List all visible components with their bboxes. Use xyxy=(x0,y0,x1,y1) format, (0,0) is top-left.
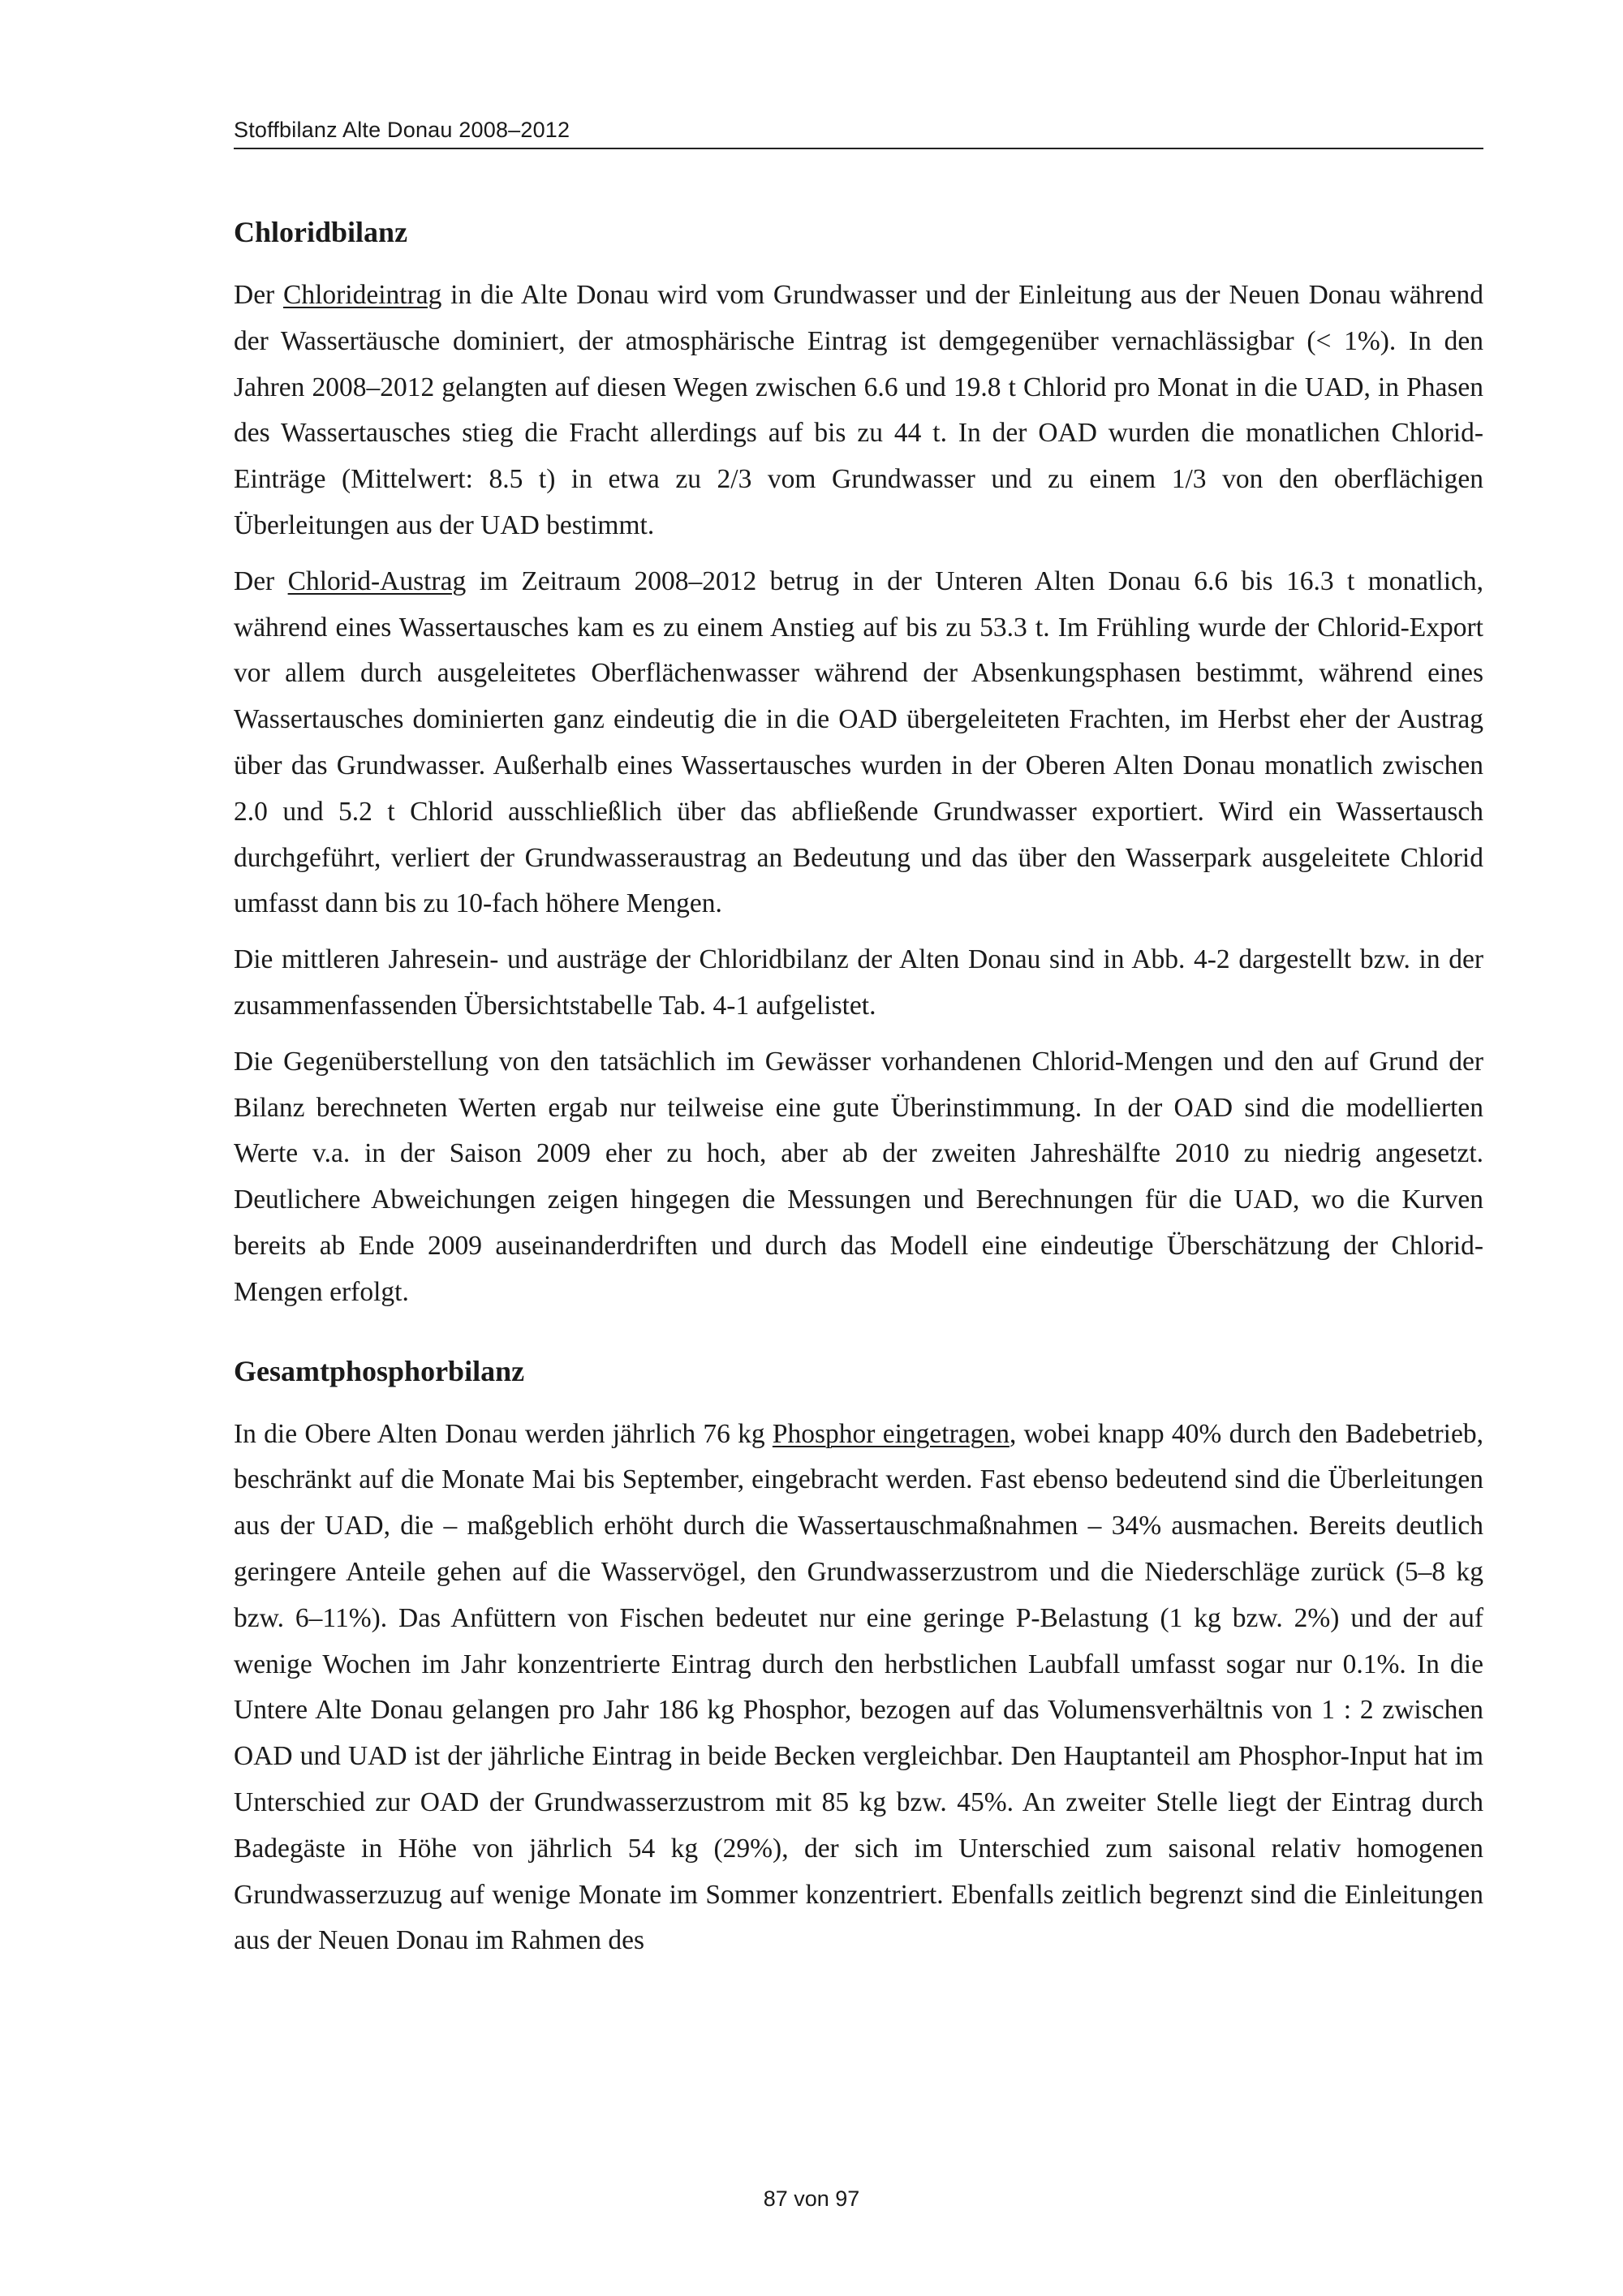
paragraph-chlorid-eintrag xyxy=(234,273,1483,549)
link-chlorid-austrag[interactable]: Chlorid-Austrag xyxy=(287,565,467,596)
header-title: Stoffbilanz Alte Donau 2008–2012 xyxy=(234,118,570,142)
text-span: Der xyxy=(234,280,283,310)
page-number: 87 von 97 xyxy=(763,2186,860,2211)
link-chlorideintrag[interactable]: Chlorideintrag xyxy=(283,280,442,310)
text-span: Der xyxy=(234,565,288,596)
heading-gesamtphosphorbilanz: Gesamtphosphorbilanz xyxy=(234,1354,525,1387)
text-span: in die Alte Donau wird vom Grundwasser und der Einleitung aus der Neuen Donau während der Wassertäusche dominiert, der atmosphärische Eintrag ist demgegenüber vernachlässigbar (< 1%). In den Jahren 2008–2012 gelangten auf diesen Wegen zwischen 6.6 und 19.8 t Chlorid pro Monat in die UAD, in Phasen des Wassertausches stieg die Fracht allerdings auf bis zu 44 t. In der OAD wurden die monatlichen Chlorid-Einträge (Mittelwert: 8.5 t) in etwa zu 2/3 vom Grundwasser und zu einem 1/3 von den oberflächigen Überleitungen aus der UAD bestimmt. xyxy=(234,280,1483,540)
link-phosphor-eingetragen[interactable]: Phosphor eingetragen xyxy=(772,1418,1010,1449)
paragraph-chlorid-jahresbilanz: Die mittleren Jahresein- und austräge der Chloridbilanz der Alten Donau sind in Abb. 4-2 dargestellt bzw. in der zusammenfassenden Übersichtstabelle Tab. 4-1 aufgelistet. xyxy=(234,944,1483,1021)
paragraph-chlorid-vergleich: Die Gegenüberstellung von den tatsächlich im Gewässer vorhandenen Chlorid-Mengen und den auf Grund der Bilanz berechneten Werten ergab nur teilweise eine gute Überinstimmung. In der OAD sind die modellierten Werte v.a. in der Saison 2009 eher zu hoch, aber ab der zweiten Jahreshälfte 2010 zu niedrig angesetzt. Deutlichere Abweichungen zeigen hingegen die Messungen und Berechnungen für die UAD, wo die Kurven bereits ab Ende 2009 auseinanderdriften und durch das Modell eine eindeutige Überschätzung der Chlorid-Mengen erfolgt. xyxy=(234,1046,1483,1307)
text-span: , wobei knapp 40% durch den Badebetrieb, beschränkt auf die Monate Mai bis September, eingebracht werden. Fast ebenso bedeutend sind die Überleitungen aus der UAD, die – maßgeblich erhöht durch die Wassertauschmaßnahmen – 34% ausmachen. Bereits deutlich geringere Anteile gehen auf die Wasservögel, den Grundwasserzustrom und die Niederschläge zurück (5–8 kg bzw. 6–11%). Das Anfüttern von Fischen bedeutet nur eine geringe P-Belastung (1 kg bzw. 2%) und der auf wenige Wochen im Jahr konzentrierte Eintrag durch den herbstlichen Laubfall umfasst sogar nur 0.1%. In die Untere Alte Donau gelangen pro Jahr 186 kg Phosphor, bezogen auf das Volumensverhältnis von 1 : 2 zwischen OAD und UAD ist der jährliche Eintrag in beide Becken vergleichbar. Den Hauptanteil am Phosphor-Input hat im Unterschied zur OAD der Grundwasserzustrom mit 85 kg bzw. 45%. An zweiter Stelle liegt der Eintrag durch Badegäste in Höhe von jährlich 54 kg (29%), der sich im Unterschied zum saisonal relativ homogenen Grundwasserzuzug auf wenige Monate im Sommer konzentriert. Ebenfalls zeitlich begrenzt sind die Einleitungen aus der Neuen Donau im Rahmen des xyxy=(234,1418,1483,1956)
text-span: im Zeitraum 2008–2012 betrug in der Unteren Alten Donau 6.6 bis 16.3 t monatlich, während eines Wassertausches kam es zu einem Anstieg auf bis zu 53.3 t. Im Frühling wurde der Chlorid-Export vor allem durch ausgeleitetes Oberflächenwasser während der Absenkungsphasen bestimmt, während eines Wassertausches dominierten ganz eindeutig die in die OAD übergeleiteten Frachten, im Herbst eher der Austrag über das Grundwasser. Außerhalb eines Wassertausches wurden in der Oberen Alten Donau monatlich zwischen 2.0 und 5.2 t Chlorid ausschließlich über das abfließende Grundwasser exportiert. Wird ein Wassertausch durchgeführt, verliert der Grundwasseraustrag an Bedeutung und das über den Wasserpark ausgeleitete Chlorid umfasst dann bis zu 10-fach höhere Mengen. xyxy=(234,565,1483,919)
text-span: In die Obere Alten Donau werden jährlich 76 kg xyxy=(234,1418,773,1449)
heading-chloridbilanz: Chloridbilanz xyxy=(234,216,408,248)
page-header xyxy=(234,112,1483,149)
page-body xyxy=(234,209,1483,1974)
paragraph-chlorid-austrag xyxy=(234,559,1483,927)
paragraph-phosphor-eintrag xyxy=(234,1412,1483,1965)
